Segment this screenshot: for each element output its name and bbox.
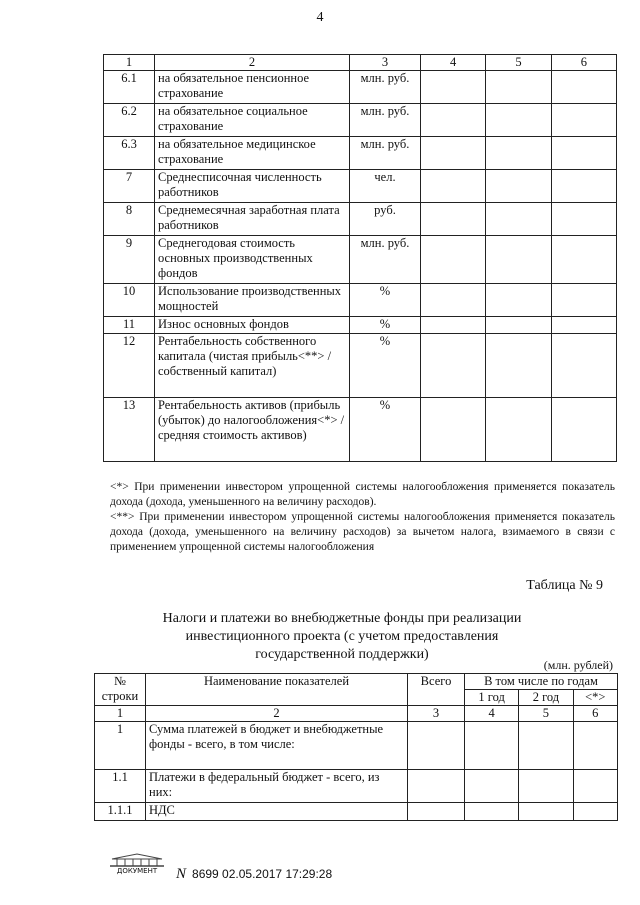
indicators-table — [103, 54, 617, 462]
indicator-name: на обязательное медицинское страхование — [155, 137, 350, 170]
table-header-row — [95, 674, 618, 690]
row-number: 12 — [104, 334, 155, 398]
value-cell — [421, 284, 486, 317]
value-cell — [408, 770, 465, 803]
value-cell — [486, 317, 551, 334]
header-by-years: В том числе по годам — [465, 674, 618, 690]
indicator-name: на обязательное социальное страхование — [155, 104, 350, 137]
header-cell: 5 — [486, 55, 551, 71]
unit-cell: руб. — [350, 203, 421, 236]
row-number: 9 — [104, 236, 155, 284]
stamp-logo — [108, 853, 166, 877]
row-number: 11 — [104, 317, 155, 334]
value-cell — [486, 284, 551, 317]
header-total: Всего — [408, 674, 465, 706]
header-cell: 3 — [350, 55, 421, 71]
number-glyph: N — [176, 866, 187, 882]
header-cell: 2 — [155, 55, 350, 71]
table-label: Таблица № 9 — [526, 578, 603, 593]
value-cell — [573, 722, 617, 770]
table-row — [104, 398, 617, 462]
unit-cell: % — [350, 334, 421, 398]
indicator-name: Сумма платежей в бюджет и внебюджетные фонды - всего, в том числе: — [146, 722, 408, 770]
table-title — [150, 610, 534, 664]
row-number: 6.3 — [104, 137, 155, 170]
indicator-name: Рентабельность собственного капитала (чистая прибыль<**> / собственный капитал) — [155, 334, 350, 398]
value-cell — [421, 71, 486, 104]
value-cell — [421, 317, 486, 334]
row-number: 7 — [104, 170, 155, 203]
unit-cell: млн. руб. — [350, 104, 421, 137]
footnote-1: <*> При применении инвестором упрощенной системы налогообложения применяется показатель дохода (дохода, уменьшенного на величину расходов). — [110, 481, 615, 508]
value-cell — [421, 203, 486, 236]
header-indicator-name: Наименование показателей — [146, 674, 408, 706]
value-cell — [551, 284, 616, 317]
indicator-name: Рентабельность активов (прибыль (убыток) до налогообложения<*> / средняя стоимость активов) — [155, 398, 350, 462]
table-row — [104, 170, 617, 203]
registration-text: 8699 02.05.2017 17:29:28 — [192, 867, 333, 881]
value-cell — [486, 71, 551, 104]
table-number-row — [95, 706, 618, 722]
value-cell — [551, 170, 616, 203]
value-cell — [465, 803, 519, 821]
column-number: 6 — [573, 706, 617, 722]
column-number: 5 — [519, 706, 573, 722]
header-cell: 6 — [551, 55, 616, 71]
row-number: 6.1 — [104, 71, 155, 104]
value-cell — [421, 398, 486, 462]
value-cell — [551, 398, 616, 462]
column-number: 3 — [408, 706, 465, 722]
value-cell — [486, 236, 551, 284]
row-number: 1.1 — [95, 770, 146, 803]
indicator-name: Среднемесячная заработная плата работников — [155, 203, 350, 236]
table-row — [95, 722, 618, 770]
indicator-name: Использование производственных мощностей — [155, 284, 350, 317]
value-cell — [486, 137, 551, 170]
value-cell — [421, 170, 486, 203]
title-line: государственной поддержки) — [255, 647, 429, 662]
table-row — [104, 104, 617, 137]
value-cell — [519, 803, 573, 821]
page-number: 4 — [316, 10, 324, 25]
value-cell — [551, 334, 616, 398]
value-cell — [573, 803, 617, 821]
table-row — [104, 71, 617, 104]
unit-cell: % — [350, 284, 421, 317]
document-registration-mark — [176, 866, 332, 883]
unit-cell: млн. руб. — [350, 236, 421, 284]
value-cell — [465, 722, 519, 770]
header-row-number: № строки — [95, 674, 146, 706]
table-row — [95, 803, 618, 821]
stamp-label: ДОКУМЕНТ — [116, 867, 158, 875]
value-cell — [486, 170, 551, 203]
value-cell — [408, 722, 465, 770]
value-cell — [486, 203, 551, 236]
row-number: 10 — [104, 284, 155, 317]
indicator-name: Среднесписочная численность работников — [155, 170, 350, 203]
value-cell — [486, 104, 551, 137]
table-row — [104, 236, 617, 284]
value-cell — [421, 137, 486, 170]
value-cell — [421, 236, 486, 284]
value-cell — [465, 770, 519, 803]
indicator-name: на обязательное пенсионное страхование — [155, 71, 350, 104]
column-number: 1 — [95, 706, 146, 722]
value-cell — [421, 104, 486, 137]
unit-cell: млн. руб. — [350, 137, 421, 170]
column-number: 4 — [465, 706, 519, 722]
table-row — [104, 203, 617, 236]
indicator-name: НДС — [146, 803, 408, 821]
indicator-name: Платежи в федеральный бюджет - всего, из них: — [146, 770, 408, 803]
value-cell — [573, 770, 617, 803]
table-row — [104, 137, 617, 170]
value-cell — [551, 317, 616, 334]
table-header-row — [104, 55, 617, 71]
value-cell — [486, 398, 551, 462]
value-cell — [421, 334, 486, 398]
row-number: 8 — [104, 203, 155, 236]
header-year-2: 2 год — [519, 690, 573, 706]
row-number: 13 — [104, 398, 155, 462]
column-number: 2 — [146, 706, 408, 722]
header-year-1: 1 год — [465, 690, 519, 706]
unit-cell: % — [350, 317, 421, 334]
value-cell — [551, 71, 616, 104]
value-cell — [519, 722, 573, 770]
header-year-other: <*> — [573, 690, 617, 706]
value-cell — [519, 770, 573, 803]
title-line: Налоги и платежи во внебюджетные фонды при реализации — [162, 611, 522, 626]
unit-cell: млн. руб. — [350, 71, 421, 104]
header-cell: 4 — [421, 55, 486, 71]
row-number: 1.1.1 — [95, 803, 146, 821]
value-cell — [551, 104, 616, 137]
footnotes — [110, 480, 615, 555]
footnote-2: <**> При применении инвестором упрощенной системы налогообложения применяется показатель дохода (дохода, уменьшенного на величину расходов) за вычетом налога, взимаемого в связи с применением упрощенной системы налогообложения — [110, 511, 615, 553]
header-cell: 1 — [104, 55, 155, 71]
unit-cell: % — [350, 398, 421, 462]
table-row — [104, 334, 617, 398]
indicator-name: Износ основных фондов — [155, 317, 350, 334]
value-cell — [551, 203, 616, 236]
row-number: 1 — [95, 722, 146, 770]
value-cell — [551, 137, 616, 170]
value-cell — [486, 334, 551, 398]
table-row — [104, 317, 617, 334]
table-row — [95, 770, 618, 803]
value-cell — [551, 236, 616, 284]
row-number: 6.2 — [104, 104, 155, 137]
value-cell — [408, 803, 465, 821]
unit-cell: чел. — [350, 170, 421, 203]
title-line: инвестиционного проекта (с учетом предоставления — [185, 629, 499, 644]
units-note: (млн. рублей) — [543, 658, 613, 672]
table-row — [104, 284, 617, 317]
building-icon — [108, 853, 166, 867]
indicator-name: Среднегодовая стоимость основных производственных фондов — [155, 236, 350, 284]
taxes-table — [94, 673, 618, 821]
